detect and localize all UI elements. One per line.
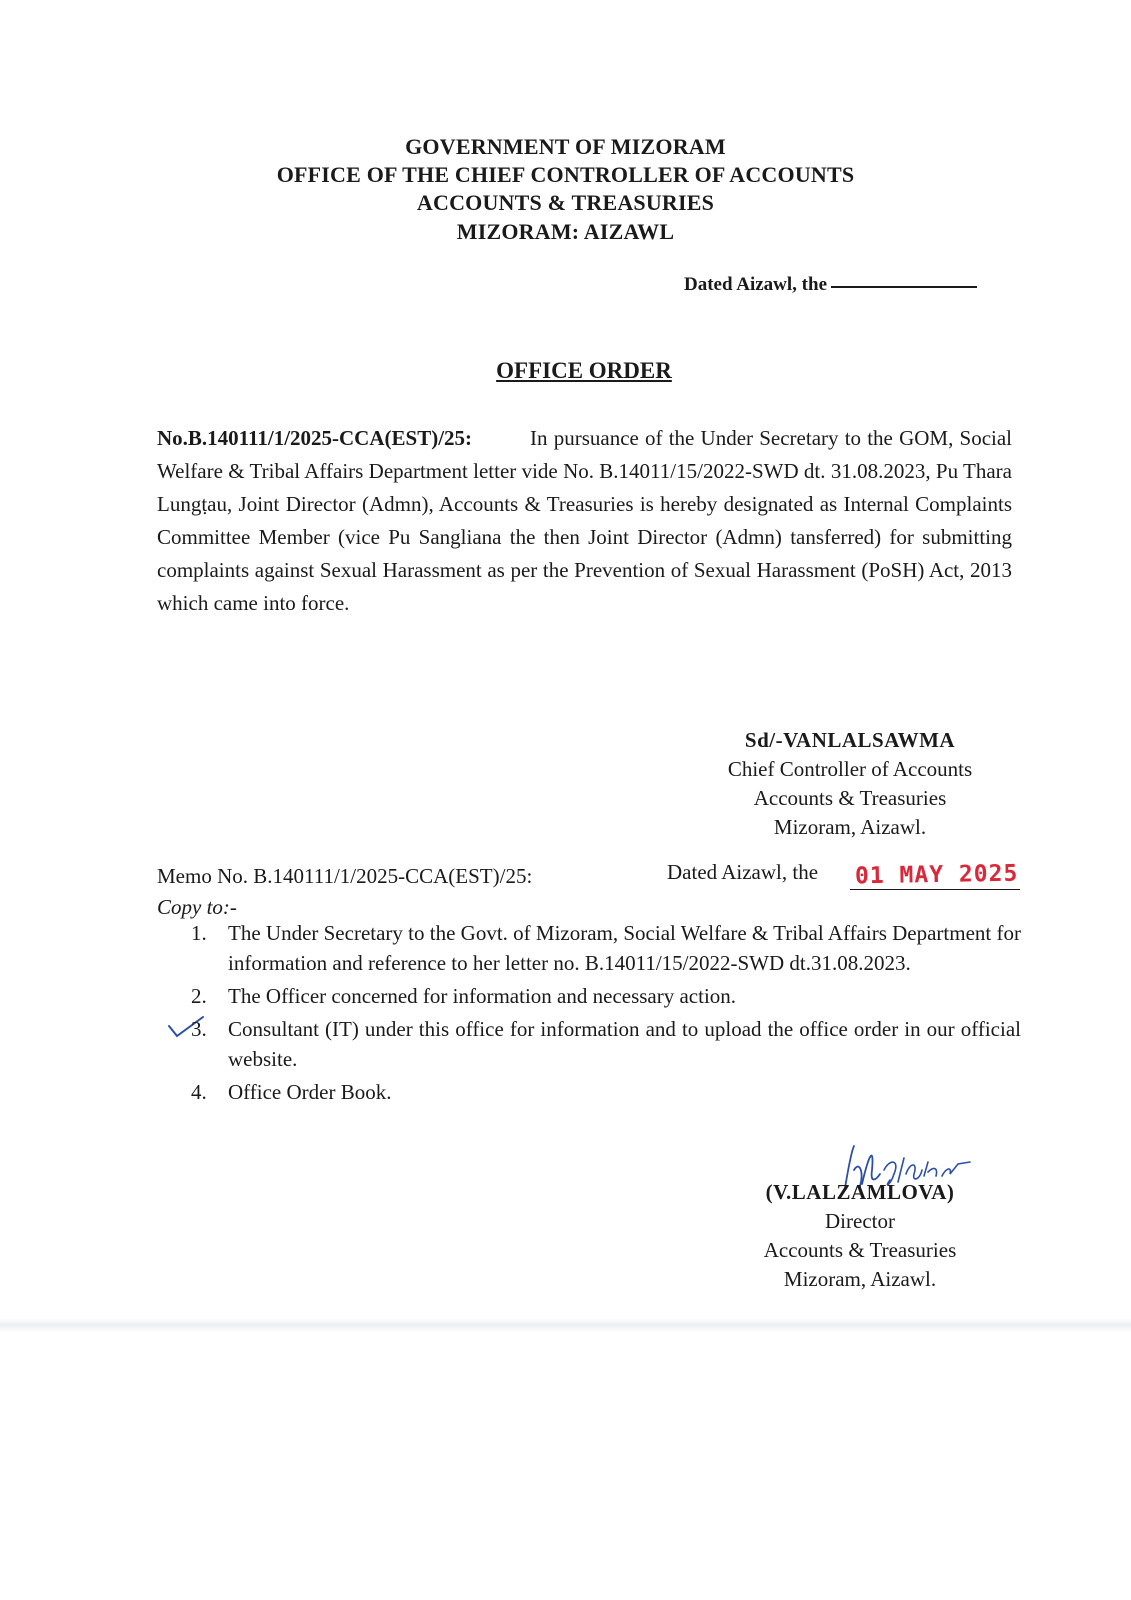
signatory-2-designation: Director: [825, 1209, 895, 1233]
signatory-1-name: Sd/-VANLALSAWMA: [744, 728, 956, 752]
signatory-2-place: Mizoram, Aizawl.: [783, 1267, 937, 1291]
scan-artifact-line: [0, 1318, 1131, 1332]
signatory-2-dept: Accounts & Treasuries: [763, 1238, 957, 1262]
signatory-2-name: (V.LALZAMLOVA): [765, 1180, 955, 1204]
list-item-number: 4.: [191, 1080, 207, 1104]
header-office: OFFICE OF THE CHIEF CONTROLLER OF ACCOUNTS: [276, 162, 855, 187]
list-item-text: Office Order Book.: [228, 1080, 392, 1104]
signatory-block-2: [735, 1178, 985, 1294]
dated-label-top: Dated Aizawl, the: [684, 274, 828, 295]
memo-dated-label: Dated Aizawl, the: [667, 860, 819, 884]
dated-line-top: [684, 274, 977, 296]
list-item-text: The Officer concerned for information and necessary action.: [228, 984, 737, 1008]
list-item: [191, 1077, 1021, 1107]
list-item-text: Consultant (IT) under this office for information and to upload the office order in our official website.: [228, 1017, 1021, 1071]
list-item-text: The Under Secretary to the Govt. of Mizoram, Social Welfare & Tribal Affairs Department for information and reference to her letter no. B.14011/15/2022-SWD dt.31.08.2023.: [228, 921, 1021, 975]
order-number: No.B.140111/1/2025-CCA(EST)/25:: [157, 426, 473, 450]
header-place: MIZORAM: AIZAWL: [456, 219, 675, 244]
date-blank: [831, 285, 977, 288]
copy-to-label: Copy to:-: [157, 895, 237, 919]
list-item: [191, 981, 1021, 1011]
page-title: OFFICE ORDER: [496, 358, 672, 383]
date-stamp: 01 MAY 2025: [854, 860, 1019, 890]
order-text: In pursuance of the Under Secretary to the GOM, Social Welfare & Tribal Affairs Department letter vide No. B.14011/15/2022-SWD dt. 31.08.2023, Pu Thara Lungṭau, Joint Director (Admn), Accounts & Treasuries is hereby designated as Internal Complaints Committee Member (vice Pu Sangliana the then Joint Director (Admn) tansferred) for submitting complaints against Sexual Harassment as per the Prevention of Sexual Harassment (PoSH) Act, 2013 which came into force.: [157, 426, 1012, 615]
list-item: [191, 1014, 1021, 1074]
list-item-number: 1.: [191, 921, 207, 945]
signatory-1-designation: Chief Controller of Accounts: [727, 757, 973, 781]
header-government: GOVERNMENT OF MIZORAM: [405, 134, 726, 159]
signatory-1-dept: Accounts & Treasuries: [753, 786, 947, 810]
memo-number: Memo No. B.140111/1/2025-CCA(EST)/25:: [157, 864, 533, 888]
date-underline: [850, 889, 1020, 890]
list-item-number: 3.: [191, 1017, 207, 1041]
header-accounts: ACCOUNTS & TREASURIES: [416, 190, 715, 215]
copy-list: [191, 918, 1021, 1110]
list-item: [191, 918, 1021, 978]
order-paragraph: [157, 422, 1012, 620]
signatory-1-place: Mizoram, Aizawl.: [773, 815, 927, 839]
list-item-number: 2.: [191, 984, 207, 1008]
signatory-block-1: [700, 726, 1000, 842]
